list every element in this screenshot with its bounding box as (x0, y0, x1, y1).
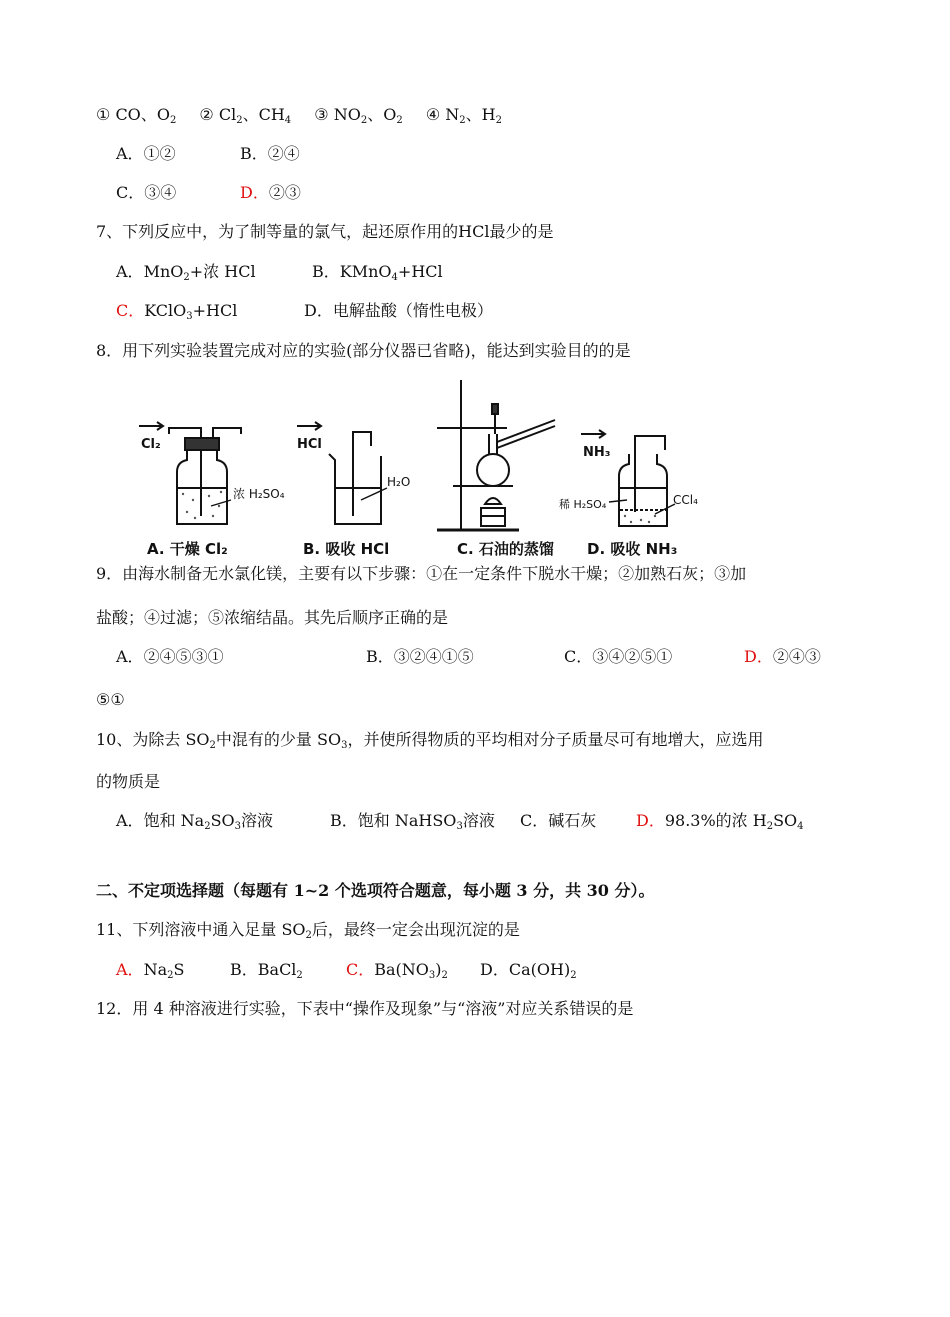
pair-2: ② $Cl_2$、$CH_4$ (199, 105, 292, 126)
q7-stem: 7、下列反应中，为了制等量的氯气，起还原作用的HCl最少的是 (96, 222, 554, 241)
q7-options-row2 (116, 300, 493, 322)
q9-option-a: A．②④⑤③① (116, 647, 224, 666)
q8-apparatus-figure (135, 376, 725, 561)
q9-stem-line2: 盐酸；④过滤；⑤浓缩结晶。其先后顺序正确的是 (96, 608, 449, 627)
label-d-reagent2: CCl₄ (673, 493, 698, 507)
q9-option-d: D．②④③ (744, 647, 821, 666)
answer-mark: D． (744, 647, 773, 666)
q7-options-row1 (116, 261, 443, 283)
apparatus-b (297, 422, 410, 558)
answer-mark: A． (116, 960, 144, 979)
label-a-gas: Cl₂ (141, 437, 161, 452)
q9-option-b: B．③②④①⑤ (366, 647, 474, 666)
answer-mark: D． (636, 811, 665, 830)
label-b-gas: HCl (297, 437, 322, 452)
answer-mark: C． (346, 960, 375, 979)
q9-stem-line1: 9．由海水制备无水氯化镁，主要有以下步骤：①在一定条件下脱水干燥；②加熟石灰；③加 (96, 564, 747, 583)
apparatus-c (437, 380, 555, 558)
caption-b: B. 吸收 HCl (303, 540, 390, 558)
q6-options-row2 (116, 182, 301, 204)
pair-3: ③ $NO_2$、$O_2$ (314, 105, 403, 126)
q6-pairs (96, 104, 502, 126)
q7-option-b: B．KMnO$_4$+HCl (312, 262, 443, 283)
q10-stem-line2: 的物质是 (96, 772, 161, 791)
pair-1: ① CO、$O_2$ (96, 105, 177, 126)
q11-stem: 11、下列溶液中通入足量 $SO_2$后，最终一定会出现沉淀的是 (96, 920, 520, 941)
label-a-reagent: 浓 H₂SO₄ (233, 487, 285, 501)
q10-option-c: C．碱石灰 (520, 811, 597, 830)
q10-option-a: A．饱和 $Na_2SO_3$溶液 (116, 811, 274, 832)
label-d-reagent1: 稀 H₂SO₄ (559, 498, 607, 511)
answer-mark: C． (116, 301, 145, 320)
q10-stem-line1: 10、为除去 $SO_2$中混有的少量 $SO_3$，并使所得物质的平均相对分子质量尽可有地增大，应选用 (96, 730, 764, 751)
label-d-gas: NH₃ (583, 445, 611, 460)
caption-a: A. 干燥 Cl₂ (147, 540, 228, 558)
q9-option-d-wrap: ⑤① (96, 690, 125, 709)
caption-c: C. 石油的蒸馏 (457, 540, 554, 558)
label-b-reagent: H₂O (387, 475, 411, 489)
q7-option-a: A．MnO$_2$+浓 HCl (116, 262, 256, 283)
q6-option-c: C．③④ (116, 183, 177, 202)
q9-option-c: C．③④②⑤① (564, 647, 673, 666)
q10-options (116, 810, 804, 832)
q6-option-d: D．②③ (240, 183, 301, 202)
q11-option-a: A．$Na_2S$ (116, 960, 185, 981)
q7-option-c: C．KClO$_3$+HCl (116, 301, 238, 322)
answer-mark: D． (240, 183, 269, 202)
caption-d: D. 吸收 NH₃ (587, 540, 678, 558)
q10-option-b: B．饱和 NaHSO$_3$溶液 (330, 811, 495, 832)
q11-option-d: D．$Ca(OH)_2$ (480, 960, 577, 981)
pair-4: ④ $N_2$、$H_2$ (425, 105, 502, 126)
q6-options-row1 (116, 143, 300, 165)
q8-stem: 8．用下列实验装置完成对应的实验(部分仪器已省略)，能达到实验目的的是 (96, 341, 631, 360)
q11-option-b: B．BaCl$_2$ (230, 960, 303, 981)
q11-option-c: C．$Ba(NO_3)_2$ (346, 960, 448, 981)
apparatus-d (559, 430, 698, 558)
q10-option-d: D．98.3%的浓 $H_2SO_4$ (636, 811, 804, 832)
section-2-title: 二、不定项选择题（每题有 1~2 个选项符合题意，每小题 3 分，共 30 分）。 (96, 881, 655, 900)
q11-options (116, 959, 577, 981)
q12-stem: 12．用 4 种溶液进行实验，下表中“操作及现象”与“溶液”对应关系错误的是 (96, 999, 634, 1018)
q6-option-b: B．②④ (240, 144, 300, 163)
q9-options (116, 646, 821, 668)
q6-option-a: A．①② (116, 144, 176, 163)
apparatus-a (139, 422, 285, 558)
q7-option-d: D．电解盐酸（惰性电极） (304, 301, 493, 320)
